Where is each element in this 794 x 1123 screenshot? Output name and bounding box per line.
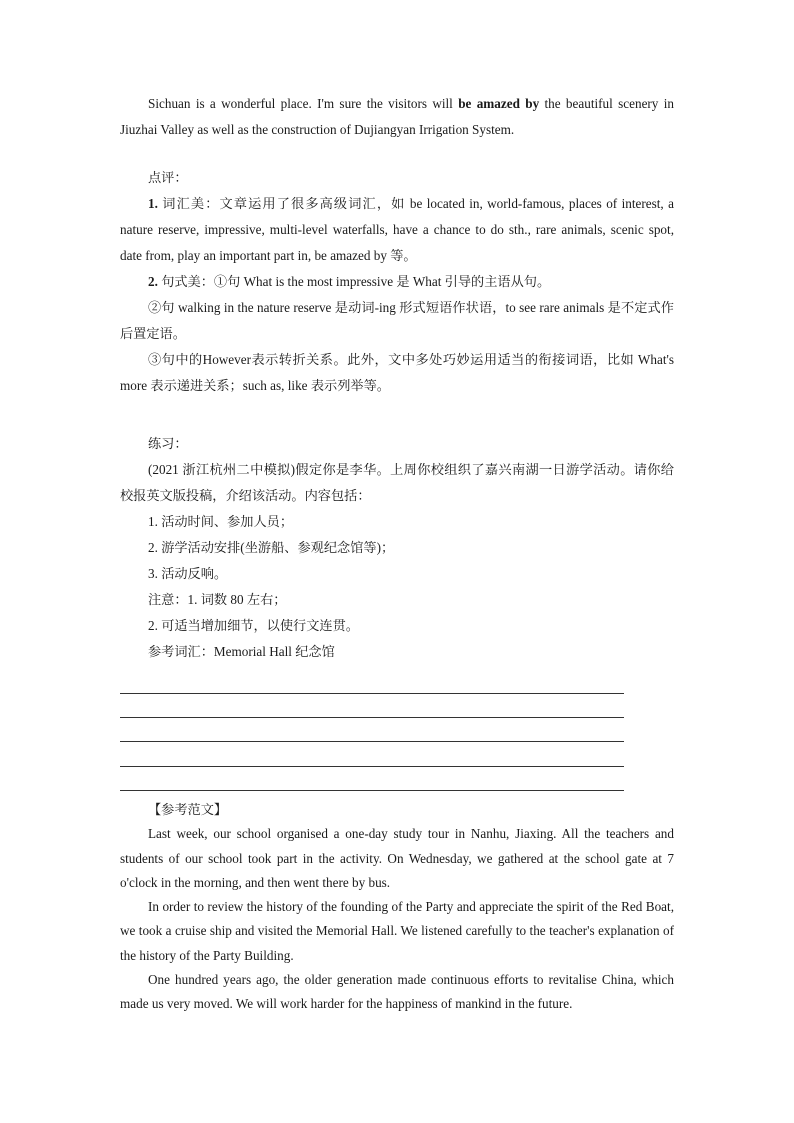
model-essay-section [120, 798, 674, 1017]
writing-line[interactable] [120, 790, 624, 791]
comment-item-2 [120, 269, 674, 295]
exercise-heading: 练习： [148, 436, 188, 451]
writing-line[interactable] [120, 693, 624, 694]
intro-block [120, 91, 674, 143]
model-essay-paragraph: In order to review the history of the founding of the Party and appreciate the spirit of the Red Boat, we took a cruise ship and visited the Memorial Hall. We listened carefully to the teacher's explanation of the history of the Party Building. [120, 899, 674, 963]
comment-section [120, 165, 674, 399]
comment-item-1 [120, 191, 674, 269]
exercise-note-2: 2. 可适当增加细节，以使行文连贯。 [148, 618, 359, 633]
model-essay-paragraph: Last week, our school organised a one-day study tour in Nanhu, Jiaxing. All the teachers and students of our school took part in the activity. On Wednesday, we gathered at the school gate at 7 o'clock in the morning, and then went there by bus. [120, 826, 674, 890]
writing-line[interactable] [120, 741, 624, 742]
intro-text-post: the beautiful scenery in Jiuzhai Valley as well as the construction of Dujiangyan Irrigation System. [120, 96, 674, 137]
comment-item-2c: ③句中的However表示转折关系。此外，文中多处巧妙运用适当的衔接词语，比如 What's more 表示递进关系；such as, like 表示列举等。 [120, 352, 674, 393]
comment-item-2b: ②句 walking in the nature reserve 是动词-ing 形式短语作状语，to see rare animals 是不定式作后置定语。 [120, 300, 674, 341]
model-essay-heading: 【参考范文】 [148, 802, 228, 817]
intro-paragraph [120, 91, 674, 143]
model-essay-paragraph: One hundred years ago, the older generation made continuous efforts to revitalise China, which made us very moved. We will work harder for the happiness of mankind in the future. [120, 972, 674, 1012]
exercise-item: 1. 活动时间、参加人员； [148, 514, 294, 529]
comment-item-2-text: 句式美：①句 What is the most impressive 是 What 引导的主语从句。 [157, 274, 551, 289]
comment-item-1-number: 1. [148, 196, 158, 211]
exercise-item: 3. 活动反响。 [148, 566, 228, 581]
comment-item-1-text: 词汇美：文章运用了很多高级词汇，如 be located in, world-famous, places of interest, a nature reserve, impressive, multi-level waterfalls, have a chance to do sth., rare animals, scenic spot, date from, play an important part in, be amazed by 等。 [120, 196, 674, 263]
comment-item-2-number: 2. [148, 274, 158, 289]
intro-text-pre: Sichuan is a wonderful place. I'm sure the visitors will [148, 96, 459, 111]
intro-text-bold: be amazed by [458, 96, 540, 111]
exercise-vocab: 参考词汇：Memorial Hall 纪念馆 [148, 644, 335, 659]
writing-line[interactable] [120, 766, 624, 767]
exercise-section [120, 431, 674, 665]
comment-heading: 点评： [148, 170, 188, 185]
exercise-item: 2. 游学活动安排(坐游船、参观纪念馆等)； [148, 540, 395, 555]
writing-line[interactable] [120, 717, 624, 718]
exercise-note-1: 注意：1. 词数 80 左右； [148, 592, 287, 607]
exercise-prompt: (2021 浙江杭州二中模拟)假定你是李华。上周你校组织了嘉兴南湖一日游学活动。请你给校报英文版投稿，介绍该活动。内容包括： [120, 462, 674, 503]
